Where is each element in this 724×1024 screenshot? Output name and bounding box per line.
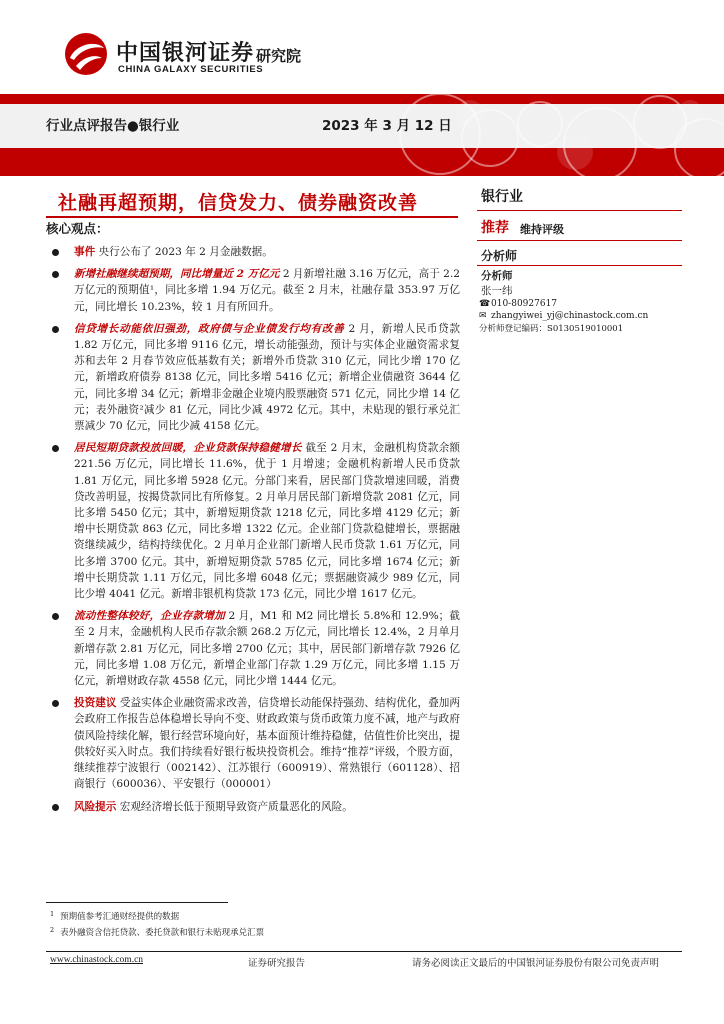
bullet-icon xyxy=(52,700,59,707)
list-item xyxy=(46,266,460,315)
analyst-name: 张一纬 xyxy=(481,285,513,297)
footnote xyxy=(50,910,179,922)
report-type: 行业点评报告●银行业 xyxy=(46,118,180,134)
footnote-number: 2 xyxy=(50,926,55,934)
list-item xyxy=(46,799,460,815)
analyst-phone-text: 010-80927617 xyxy=(491,299,558,309)
bullet-lead: 流动性整体较好，企业存款增加 xyxy=(74,610,225,623)
sidebar-divider xyxy=(477,210,682,211)
sidebar-analyst-heading: 分析师 xyxy=(481,249,518,263)
analyst-email-text[interactable]: zhangyiwei_yj@chinastock.com.cn xyxy=(491,311,649,321)
bullet-text: 央行公布了 2023 年 2 月金融数据。 xyxy=(95,246,273,258)
brand-name-cn: 中国银河证券 xyxy=(116,41,255,66)
bullet-text: 2 月新增社融 3.16 万亿元，高于 2.2 万亿元的预期值¹，同比多增 1.94 万亿元。截至 2 月末，社融存量 353.97 万亿元，同比增长 10.23%，较 1 月有所回升。 xyxy=(74,268,461,313)
bullet-text: 宏观经济增长低于预期导致资产质量恶化的风险。 xyxy=(116,800,353,813)
list-item xyxy=(46,608,460,689)
footer-divider xyxy=(46,951,682,952)
sidebar-analyst-sub: 分析师 xyxy=(481,270,513,282)
bullet-lead: 新增社融继续超预期，同比增量近 2 万亿元 xyxy=(74,268,280,281)
bullet-lead: 居民短期贷款投放回暖，企业贷款保持稳健增长 xyxy=(74,442,302,455)
bullet-icon xyxy=(52,271,59,278)
footer-disclaimer: 请务必阅读正文最后的中国银河证券股份有限公司免责声明 xyxy=(412,958,660,969)
bullet-icon xyxy=(52,326,59,333)
list-item xyxy=(46,695,460,792)
analyst-email xyxy=(479,311,648,321)
bullet-lead: 信贷增长动能依旧强劲，政府债与企业债发行均有改善 xyxy=(74,322,345,335)
bullet-icon xyxy=(52,445,59,452)
core-view-list xyxy=(46,244,460,821)
bullet-text: 受益实体企业融资需求改善，信贷增长动能保持强劲、结构优化，叠加两会政府工作报告总体稳增长导向不变、财政政策与货币政策力度不减，地产与政府债风险持续化解，银行经营环境向好，基本面预计维持稳健，估值性价比突出，提供较好买入时点。我们持续看好银行板块投资机会。维持“推荐”评级，个股方面，继续推荐宁波银行（002142）、江苏银行（600919）、常熟银行（601128）、招商银行（600036）、平安银行（000001） xyxy=(74,697,460,791)
brand-dept: 研究院 xyxy=(256,47,302,65)
banner-circles-decoration xyxy=(0,94,724,176)
title-divider xyxy=(46,216,458,218)
core-view-label: 核心观点： xyxy=(46,221,109,236)
bullet-icon xyxy=(52,804,59,811)
galaxy-logo-icon xyxy=(62,30,110,78)
sidebar-divider xyxy=(477,265,682,266)
sidebar-rating-note: 维持评级 xyxy=(520,223,564,236)
bullet-text: 截至 2 月末，金融机构贷款余额 221.56 万亿元，同比增长 11.6%，优于 1 月增速；金融机构新增人民币贷款 1.81 万亿元，同比多增 5928 亿元。分部门来看，居民部门贷款增速回暖，消费贷改善明显，按揭贷款同比有所修复。2 月单月居民部门新增贷款 2081 亿元，同比多增 5450 亿元；其中，新增短期贷款 1218 亿元，同比多增 4129 亿元；新增中长期贷款 863 亿元，同比多增 1322 亿元。企业部门贷款稳健增长，票据融资继续减少，结构持续优化。2 月单月企业部门新增人民币贷款 1.61 万亿元，同比多增 3700 亿元。其中，新增短期贷款 5785 亿元，同比多增 1674 亿元；新增中长期贷款 1.11 万亿元，同比多增 6048 亿元；票据融资减少 989 亿元，同比少增 4041 亿元。新增非银机构贷款 173 亿元，同比少增 1617 亿元。 xyxy=(74,442,461,601)
footnote-text: 表外融资含信托贷款、委托贷款和银行未贴现承兑汇票 xyxy=(60,928,265,938)
bullet-icon xyxy=(52,249,59,256)
phone-icon: ☎ xyxy=(479,299,491,309)
list-item xyxy=(46,440,460,602)
report-date: 2023 年 3 月 12 日 xyxy=(322,118,452,134)
footnote xyxy=(50,926,264,938)
analyst-registration: 分析师登记编码：S0130519010001 xyxy=(479,324,624,334)
footnote-divider xyxy=(46,902,228,903)
bullet-lead: 投资建议 xyxy=(74,697,117,710)
sidebar-sector: 银行业 xyxy=(481,189,523,205)
footer-url-link[interactable]: www.chinastock.com.cn xyxy=(50,955,144,965)
footnote-number: 1 xyxy=(50,910,55,918)
bullet-text: 2 月，新增人民币贷款 1.82 万亿元，同比多增 9116 亿元，增长动能强劲，预计与实体企业融资需求复苏和去年 2 月春节效应低基数有关；新增外币贷款 310 亿元，同比少增 170 亿元，新增政府债券 8138 亿元，同比多增 5416 亿元；新增企业债融资 3644 亿元，同比多增 34 亿元；新增非金融企业境内股票融资 571 亿元，同比少增 14 亿元；表外融资²减少 81 亿元，同比少减 4972 亿元。其中，未贴现的银行承兑汇票减少 70 亿元，同比少减 4158 亿元。 xyxy=(74,322,460,433)
analyst-phone xyxy=(479,299,557,309)
bullet-lead: 风险提示 xyxy=(74,800,117,813)
brand-name-en: CHINA GALAXY SECURITIES xyxy=(118,64,264,75)
footnote-text: 预期值参考汇通财经提供的数据 xyxy=(60,912,180,922)
mail-icon: ✉ xyxy=(479,311,487,321)
header-banner xyxy=(0,94,724,176)
list-item xyxy=(46,244,460,260)
list-item xyxy=(46,321,460,434)
bullet-lead: 事件 xyxy=(74,246,96,258)
page-title: 社融再超预期，信贷发力、债券融资改善 xyxy=(58,192,419,214)
sidebar-divider xyxy=(477,240,682,241)
footer-doc-type: 证券研究报告 xyxy=(248,958,306,969)
sidebar-rating: 推荐 xyxy=(481,220,509,236)
bullet-icon xyxy=(52,613,59,620)
bullet-text: 2 月，M1 和 M2 同比增长 5.8%和 12.9%；截至 2 月末，金融机构人民币存款余额 268.2 万亿元，同比增长 12.4%，2 月单月新增存款 2.81 万亿元，同比多增 2700 亿元；其中，居民部门新增存款 7926 亿元，同比多增 1.08 万亿元，新增企业部门存款 1.29 万亿元，同比多增 1.15 万亿元，新增财政存款 4558 亿元，同比少增 1444 亿元。 xyxy=(74,610,461,688)
